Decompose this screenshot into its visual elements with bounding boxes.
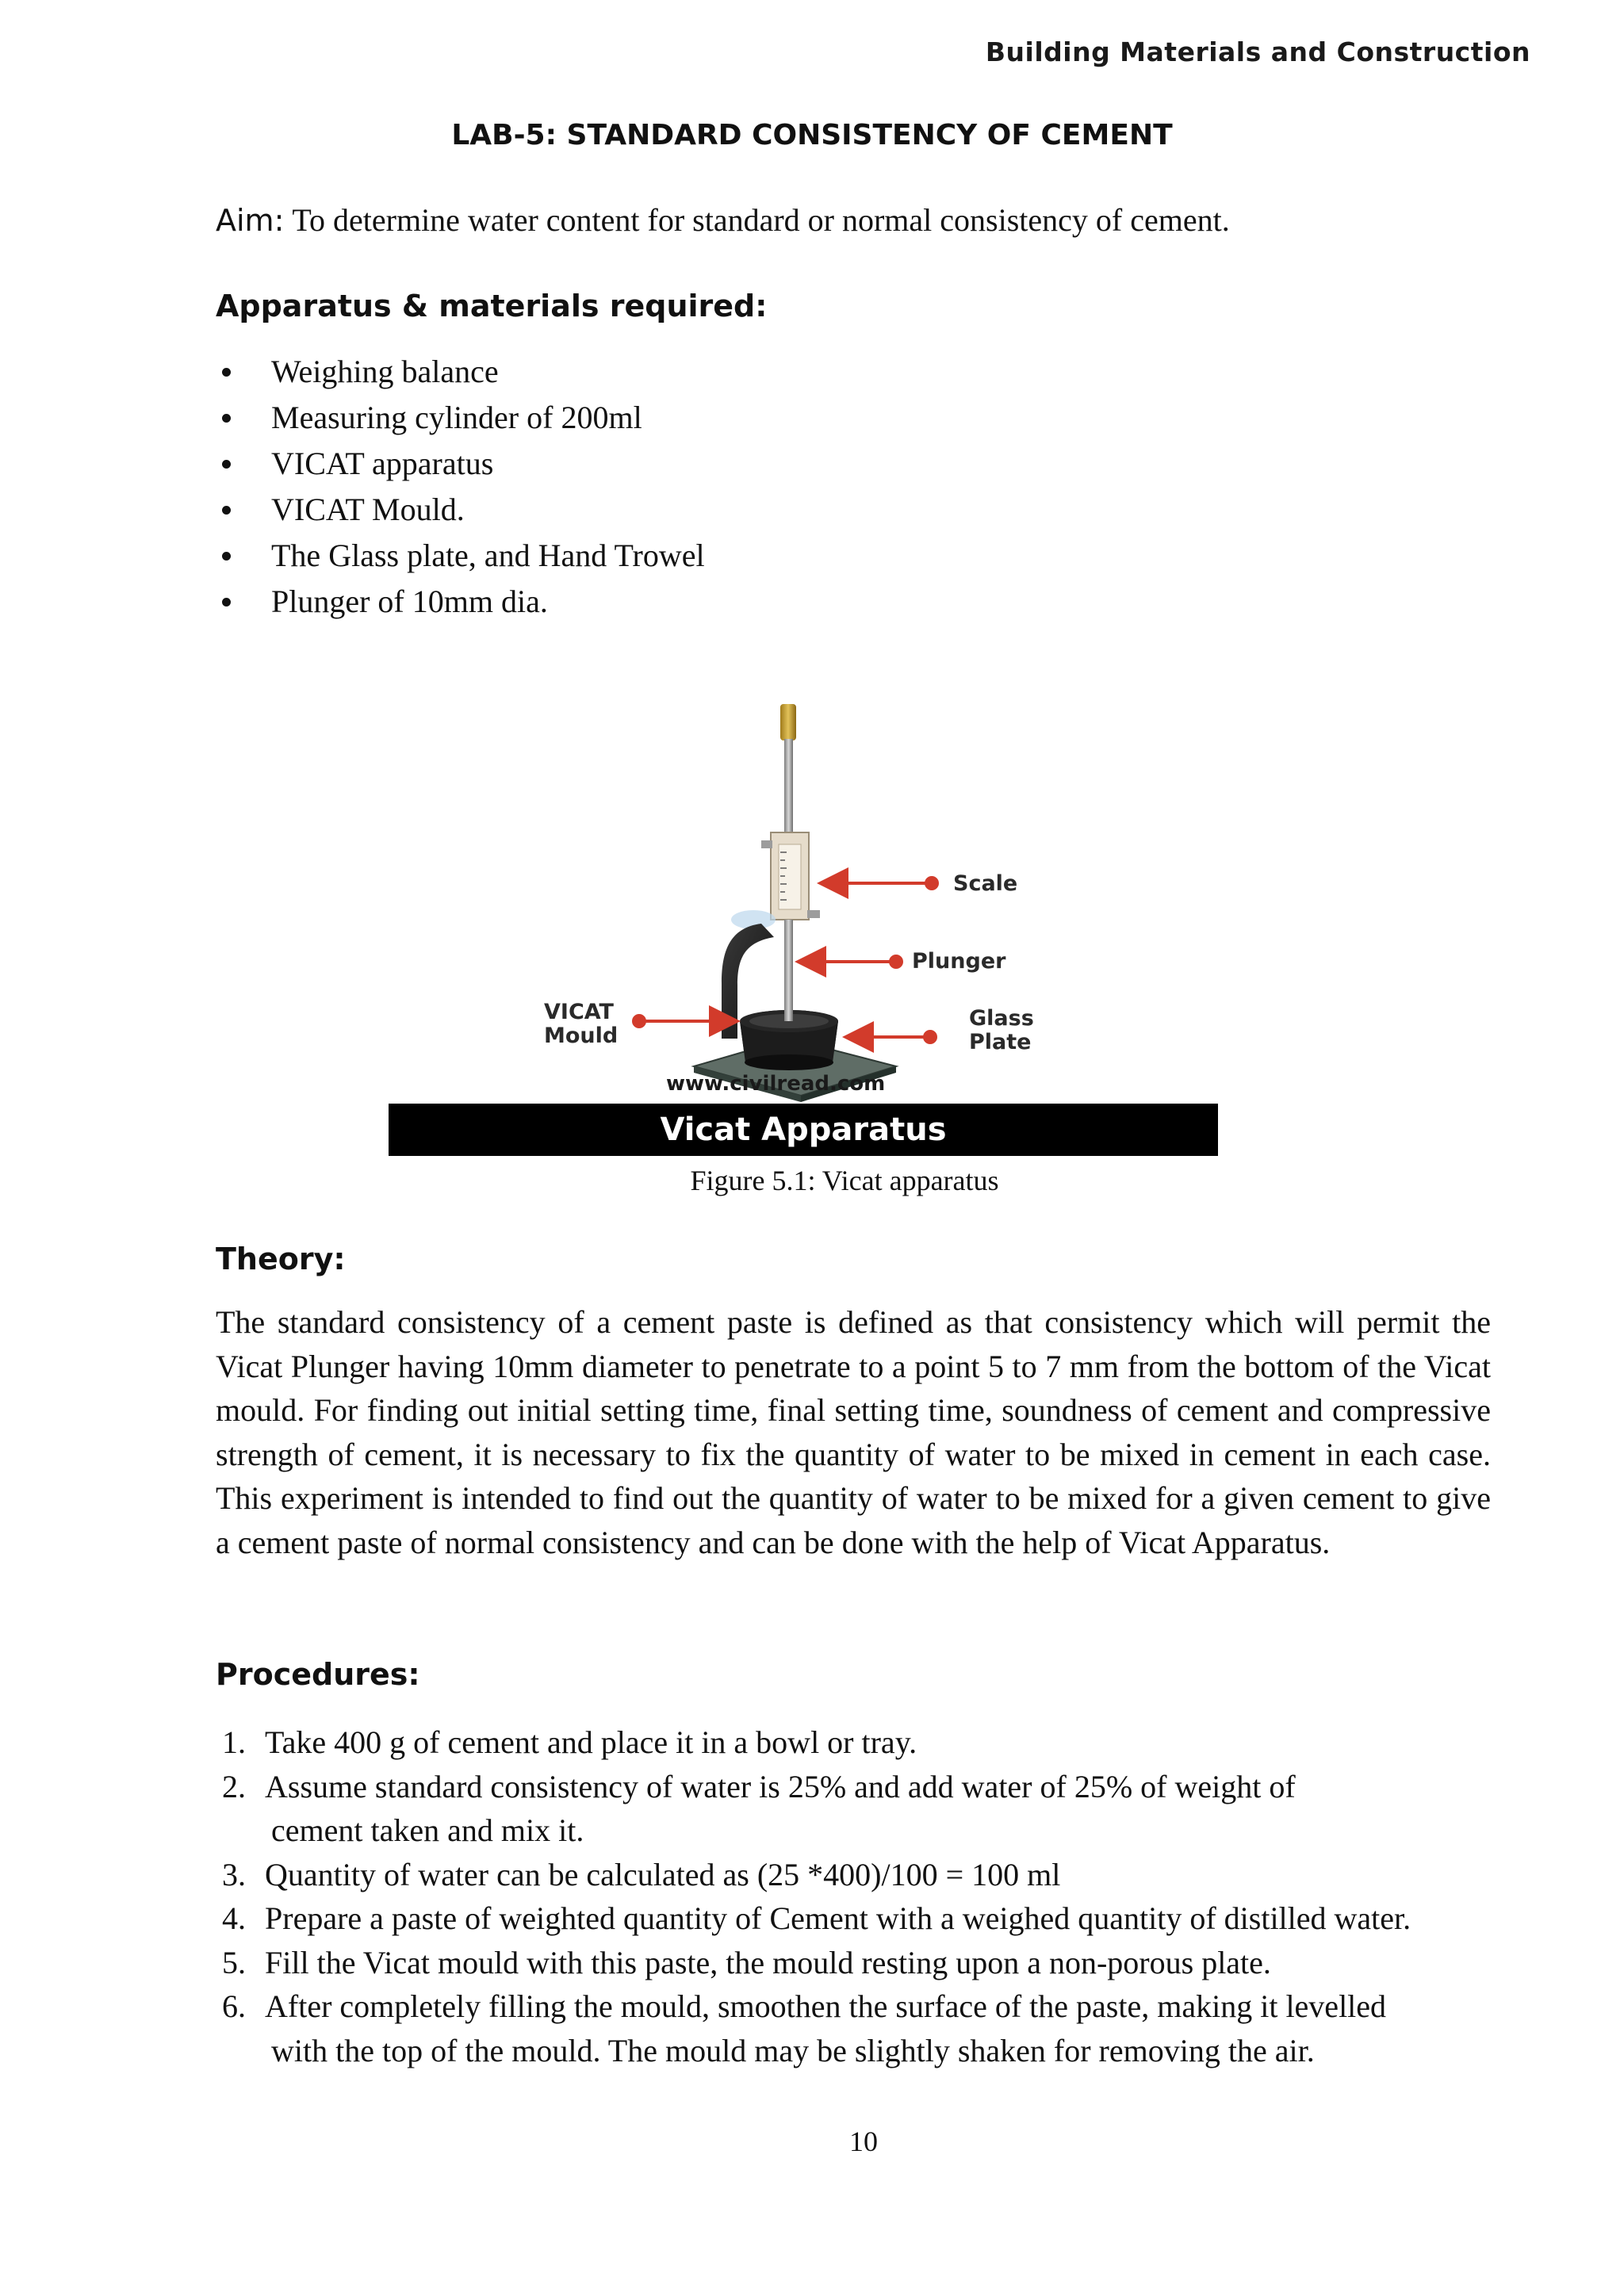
list-item: Plunger of 10mm dia. (216, 579, 705, 625)
figure-caption: Figure 5.1: Vicat apparatus (690, 1165, 999, 1196)
figure-band-title: Vicat Apparatus (389, 1104, 1218, 1156)
procedures-heading: Procedures: (216, 1657, 420, 1692)
bullet-icon (222, 414, 231, 423)
list-item: VICAT apparatus (216, 441, 705, 487)
procedures-list (216, 1720, 1532, 2072)
aim-text: To determine water content for standard or normal consistency of cement. (292, 202, 1230, 238)
list-item: Weighing balance (216, 349, 705, 395)
list-item: 5. Fill the Vicat mould with this paste, the mould resting upon a non-porous plate. (222, 1944, 1271, 1980)
bullet-icon (222, 506, 231, 515)
list-item: 4. Prepare a paste of weighted quantity of Cement with a weighed quantity of distilled water. (222, 1900, 1411, 1936)
list-item: The Glass plate, and Hand Trowel (216, 533, 705, 579)
list-item: 1. Take 400 g of cement and place it in a bowl or tray. (222, 1724, 917, 1760)
page-number: 10 (849, 2126, 878, 2157)
bullet-icon (222, 552, 231, 561)
running-header: Building Materials and Construction (985, 36, 1530, 67)
apparatus-list (216, 349, 705, 625)
bullet-icon (222, 460, 231, 469)
apparatus-heading: Apparatus & materials required: (216, 289, 768, 323)
bullet-icon (222, 598, 231, 607)
label-glass-plate: Glass Plate (969, 1006, 1034, 1054)
label-vicat-mould: VICAT Mould (544, 1000, 619, 1048)
vicat-apparatus-illustration (389, 690, 1218, 1104)
list-item: VICAT Mould. (216, 487, 705, 533)
bullet-icon (222, 368, 231, 377)
list-item: 2. Assume standard consistency of water is 25% and add water of 25% of weight of cement taken and mix it. (222, 1768, 1296, 1848)
lab-title: LAB-5: STANDARD CONSISTENCY OF CEMENT (451, 119, 1173, 151)
list-item: Measuring cylinder of 200ml (216, 395, 705, 441)
aim-label: Aim: (216, 203, 285, 238)
figure-url: www.civilread.com (666, 1072, 886, 1096)
vicat-apparatus-figure (389, 690, 1218, 1158)
brass-knob (780, 704, 796, 740)
theory-paragraph: The standard consistency of a cement paste is defined as that consistency which will permit the Vicat Plunger having 10mm diameter to penetrate to a point 5 to 7 mm from the bottom of the Vicat mould. For finding out initial setting time, final setting time, soundness of cement and compressive strength of cement, it is necessary to fix the quantity of water to be mixed in cement in each case. This experiment is intended to find out the quantity of water to be mixed for a given cement to give a cement paste of normal consistency and can be done with the help of Vicat Apparatus. (216, 1304, 1491, 1560)
label-plunger: Plunger (912, 949, 1006, 974)
label-scale: Scale (953, 871, 1018, 896)
aim-paragraph (216, 201, 1230, 239)
list-item: 6. After completely filling the mould, smoothen the surface of the paste, making it levelled with the top of the mould. The mould may be slightly shaken for removing the air. (222, 1988, 1387, 2068)
list-item: 3. Quantity of water can be calculated as (25 *400)/100 = 100 ml (222, 1856, 1061, 1892)
theory-heading: Theory: (216, 1242, 346, 1276)
